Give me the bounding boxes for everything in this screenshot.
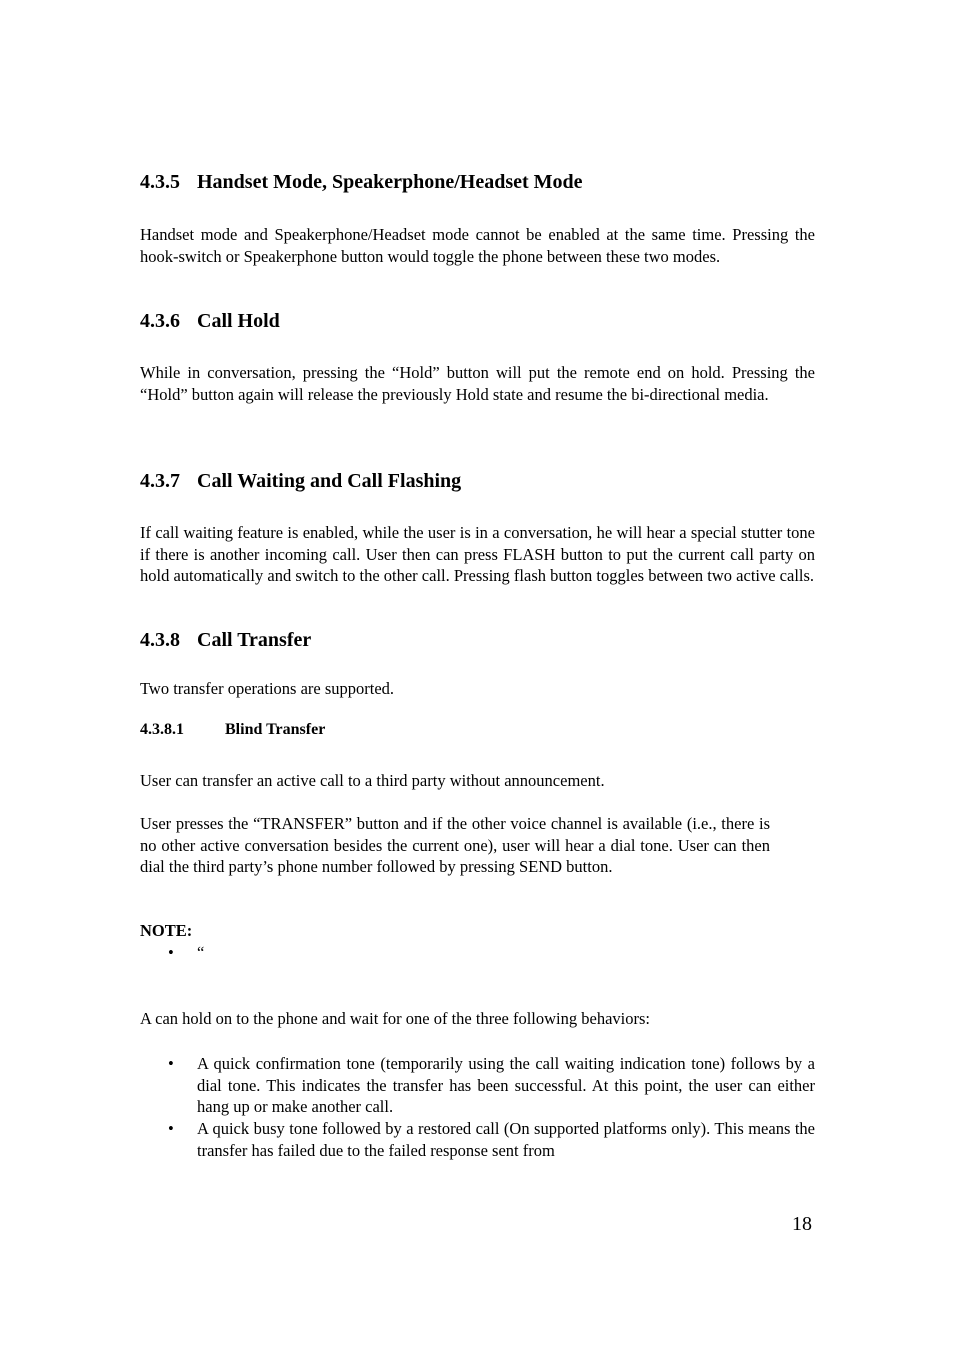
heading-number: 4.3.5 [140, 171, 180, 193]
heading-number: 4.3.8 [140, 629, 180, 651]
paragraph-blind-transfer-steps: User presses the “TRANSFER” button and if the other voice channel is available (i.e., there is no other active conversation besides the current one), user will hear a dial tone. User can then dial the third party’s phone number followed by pressing SEND button. [140, 814, 770, 877]
heading-4-3-5 [140, 170, 583, 194]
paragraph-call-transfer: Two transfer operations are supported. [140, 679, 395, 698]
heading-title: Handset Mode, Speakerphone/Headset Mode [197, 171, 583, 193]
paragraph-handset-mode: Handset mode and Speakerphone/Headset mode cannot be enabled at the same time. Pressing the hook-switch or Speakerphone button would toggle the phone between these two modes. [140, 225, 815, 266]
note-list-item [168, 942, 815, 964]
behavior-list-item [168, 1118, 815, 1161]
paragraph-call-hold: While in conversation, pressing the “Hold” button will put the remote end on hold. Pressing the “Hold” button again will release the previously Hold state and resume the bi-directional media. [140, 363, 815, 404]
heading-4-3-8 [140, 628, 311, 652]
behavior-item-text: A quick confirmation tone (temporarily using the call waiting indication tone) follows by a dial tone. This indicates the transfer has been successful. At this point, the user can either hang up or make another call. [197, 1054, 815, 1117]
heading-title: Call Transfer [197, 629, 312, 651]
heading-number: 4.3.7 [140, 470, 180, 492]
bullet-dot: • [168, 943, 174, 962]
heading-title: Call Hold [197, 310, 280, 332]
behavior-item-text: A quick busy tone followed by a restored call (On supported platforms only). This means the transfer has failed due to the failed response sent from [197, 1119, 815, 1160]
heading-number: 4.3.6 [140, 310, 180, 332]
page-number: 18 [792, 1213, 812, 1235]
heading-4-3-7 [140, 469, 461, 493]
note-label: NOTE: [140, 921, 193, 940]
heading-title: Call Waiting and Call Flashing [197, 470, 462, 492]
heading-4-3-6 [140, 309, 280, 333]
paragraph-blind-transfer-intro: User can transfer an active call to a third party without announcement. [140, 771, 605, 790]
paragraph-behaviors-intro: A can hold on to the phone and wait for one of the three following behaviors: [140, 1009, 650, 1028]
note-item-text: “ [197, 943, 205, 962]
heading-number: 4.3.8.1 [140, 721, 184, 738]
bullet-dot: • [168, 1054, 174, 1073]
heading-title: Blind Transfer [225, 721, 326, 738]
paragraph-call-waiting: If call waiting feature is enabled, while the user is in a conversation, he will hear a special stutter tone if there is another incoming call. User then can press FLASH button to put the current call party on hold automatically and switch to the other call. Pressing flash button toggles between two active calls. [140, 523, 815, 586]
behavior-list-item [168, 1053, 815, 1118]
bullet-dot: • [168, 1119, 174, 1138]
heading-4-3-8-1 [140, 720, 325, 740]
